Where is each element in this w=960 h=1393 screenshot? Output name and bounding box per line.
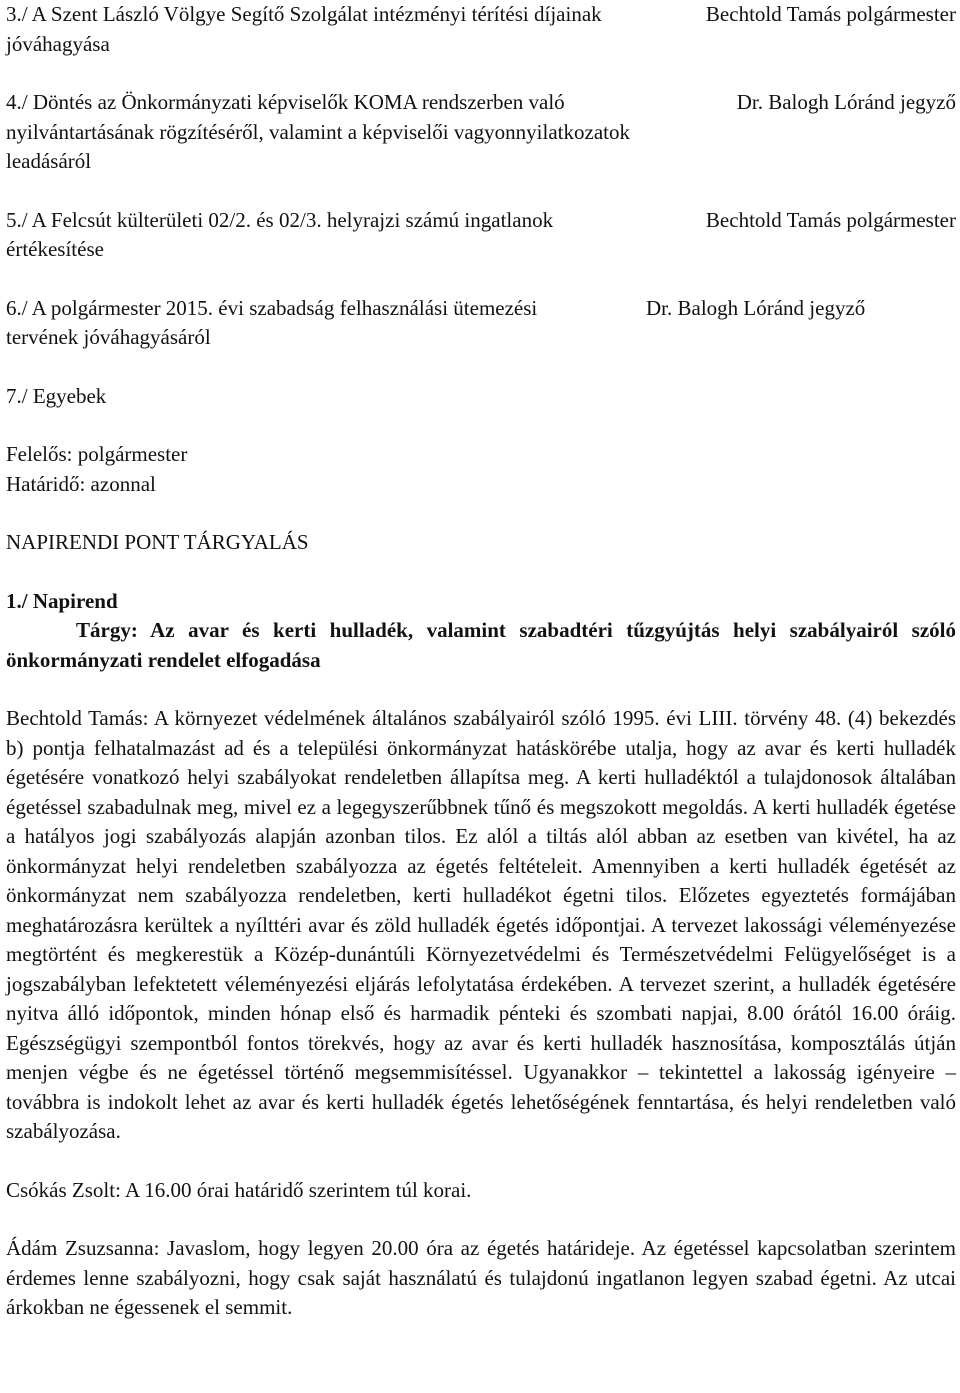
agenda-item-title: 3./ A Szent László Völgye Segítő Szolgálat intézményi térítési díjainak jóváhagyása (6, 2, 602, 56)
paragraph-csokas: Csókás Zsolt: A 16.00 órai határidő szerintem túl korai. (6, 1177, 472, 1202)
agenda-item-6 (6, 294, 956, 353)
paragraph-adam: Ádám Zsuzsanna: Javaslom, hogy legyen 20.00 óra az égetés határideje. Az égetéssel kapcsolatban szerintem érdemes lenne szabályozni, hogy csak saját használatú és tulajdonú ingatlanon legyen szabad égetni. Az utcai árkokban ne égessenek el semmit. (6, 1236, 956, 1319)
deadline-line: Határidő: azonnal (6, 471, 156, 496)
agenda-item-presenter: Dr. Balogh Lóránd jegyző (736, 90, 956, 114)
napirend-subject: Tárgy: Az avar és kerti hulladék, valamint szabadtéri tűzgyújtás helyi szabályairól szóló önkormányzati rendelet elfogadása (6, 618, 956, 672)
agenda-item-title: 5./ A Felcsút külterületi 02/2. és 02/3. helyrajzi számú ingatlanok értékesítése (6, 207, 554, 261)
section-title: NAPIRENDI PONT TÁRGYALÁS (6, 530, 309, 554)
agenda-item-title: 6./ A polgármester 2015. évi szabadság felhasználási ütemezési tervének jóváhagyásáról (6, 295, 538, 349)
agenda-item-5 (6, 206, 956, 265)
agenda-item-presenter: Bechtold Tamás polgármester (705, 2, 956, 26)
agenda-item-title: 4./ Döntés az Önkormányzati képviselők KOMA rendszerben való nyilvántartásának rögzítéséről, valamint a képviselői vagyonnyilatkozatok leadásáról (6, 90, 630, 173)
agenda-item-4 (6, 88, 956, 177)
napirend-label: 1./ Napirend (6, 588, 118, 613)
agenda-item-7: 7./ Egyebek (6, 383, 107, 408)
agenda-item-3 (6, 0, 956, 59)
agenda-item-presenter: Bechtold Tamás polgármester (705, 207, 956, 232)
responsible-line: Felelős: polgármester (6, 442, 188, 466)
agenda-item-presenter: Dr. Balogh Lóránd jegyző (646, 295, 866, 320)
paragraph-bechtold: Bechtold Tamás: A környezet védelmének általános szabályairól szóló 1995. évi LIII. törvény 48. (4) bekezdés b) pontja felhatalmazást ad és a települési önkormányzat hatáskörébe utalja, hogy az avar és kerti hulladék égetésére vonatkozó helyi szabályokat rendeletben állapítsa meg. A kerti hulladéktól a tulajdonosok általában égetéssel szabadulnak meg, mivel ez a legegyszerűbbnek tűnő és megszokott megoldás. A kerti hulladék égetése a hatályos jogi szabályozás alapján azonban tilos. Ez alól a tiltás alól abban az esetben van kivétel, ha az önkormányzat helyi rendeletben szabályozza az égetés feltételeit. Amennyiben a kerti hulladék égetését az önkormányzat nem szabályozza rendeletben, kerti hulladékot égetni tilos. Előzetes egyeztetés formájában meghatározásra kerültek a nyílttéri avar és zöld hulladék égetés időpontjai. A tervezet lakossági véleményezése megtörtént és megkerestük a Közép-dunántúli Környezetvédelmi és Természetvédelmi Felügyelőséget is a jogszabályban lefektetett véleményezési eljárás lefolytatása érdekében. A tervezet szerint, a hulladék égetésére nyitva álló időpontok, minden hónap első és harmadik pénteki és szombati napjai, 8.00 órától 16.00 óráig. Egészségügyi szempontból fontos törekvés, hogy az avar és kerti hulladék hasznosítása, komposztálás útján menjen végbe és ne égetéssel történő megsemmisítéssel. Ugyanakkor – tekintettel a lakosság igényeire – továbbra is indokolt lehet az avar és kerti hulladék égetés lehetőségének fenntartása, és helyi rendeletben való szabályozása. (6, 706, 956, 1143)
document-page (6, 0, 956, 1323)
